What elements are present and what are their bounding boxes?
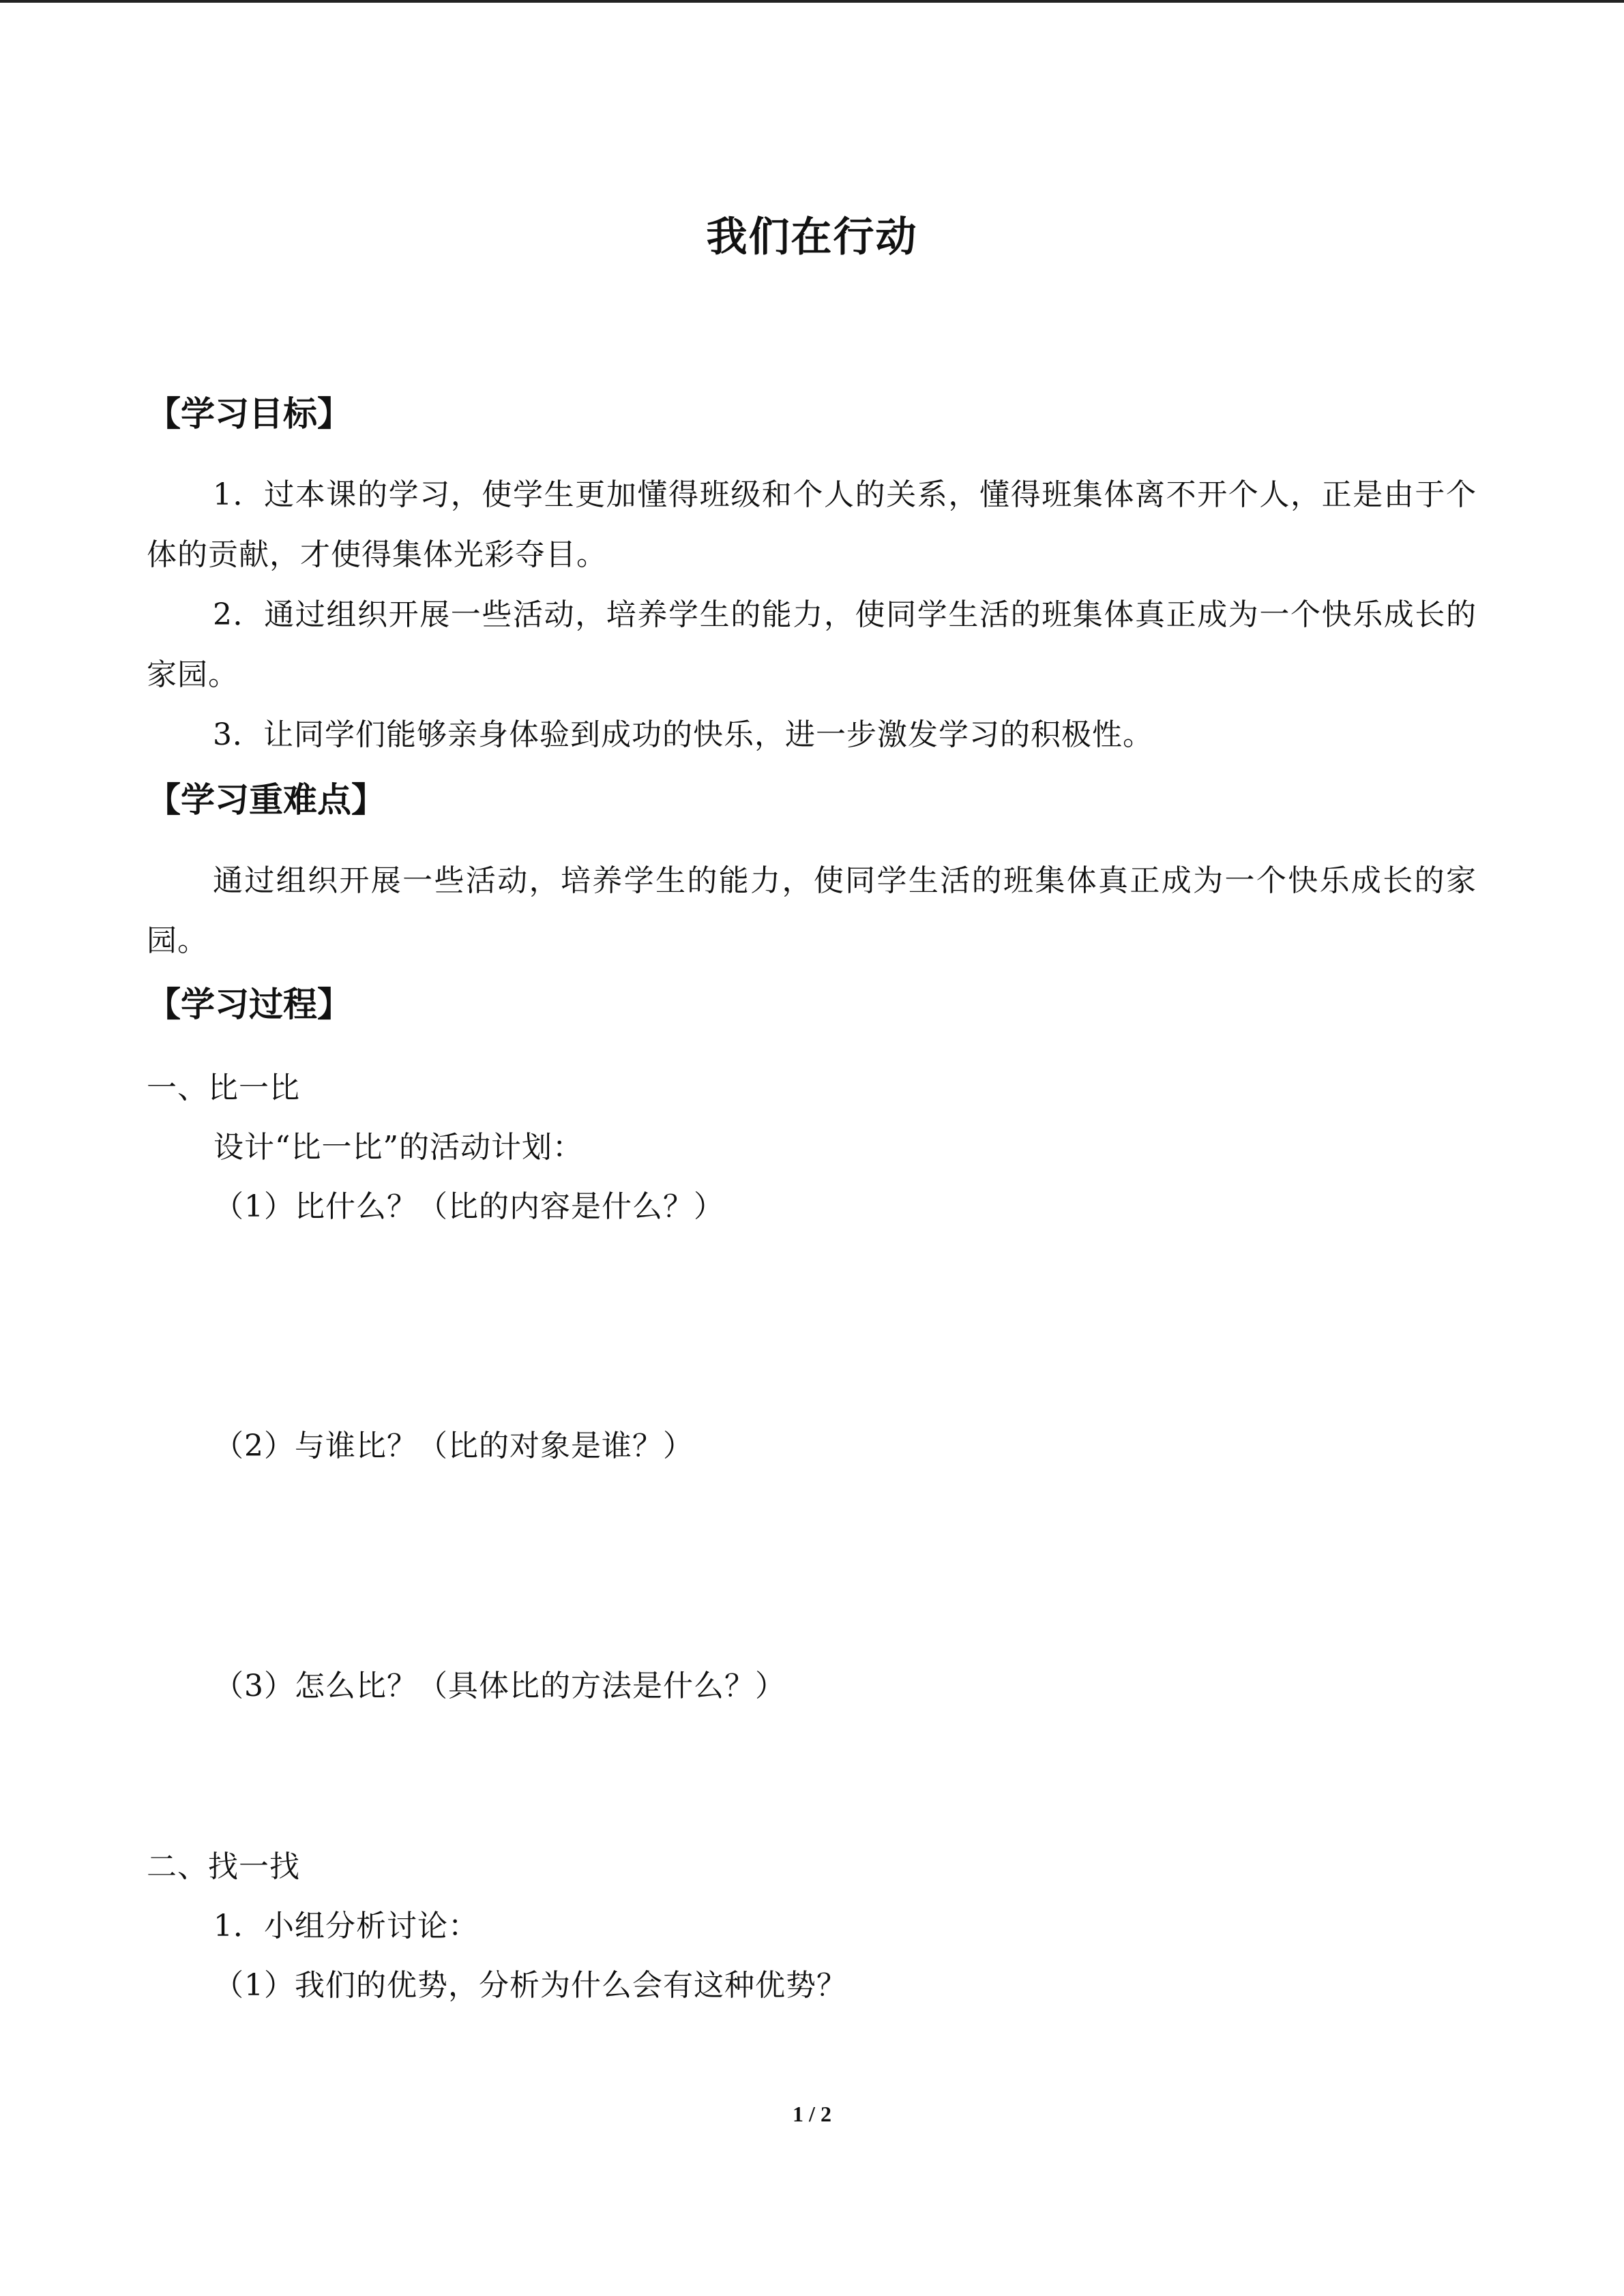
part1-title: 一、比一比 [147, 1071, 300, 1105]
page-number: 1 / 2 [793, 2102, 831, 2126]
part2-question-1: （1）我们的优势，分析为什么会有这种优势？ [213, 1968, 847, 2003]
objectives-heading: 【学习目标】 [147, 394, 351, 434]
objective-item-1: 1．过本课的学习，使学生更加懂得班级和个人的关系，懂得班集体离不开个人，正是由于个体的贡献，才使得集体光彩夺目。 [147, 477, 1477, 572]
objective-item-2: 2．通过组织开展一些活动，培养学生的能力，使同学生活的班集体真正成为一个快乐成长的家园。 [147, 597, 1477, 692]
part1-question-1: （1）比什么？（比的内容是什么？） [213, 1189, 724, 1224]
process-heading: 【学习过程】 [147, 985, 351, 1024]
key-points-text: 通过组织开展一些活动，培养学生的能力，使同学生活的班集体真正成为一个快乐成长的家园。 [147, 863, 1477, 958]
part2-step-1: 1．小组分析讨论： [213, 1909, 479, 1943]
document-title: 我们在行动 [706, 213, 918, 261]
objective-item-3: 3．让同学们能够亲身体验到成功的快乐，进一步激发学习的积极性。 [213, 717, 1153, 752]
part1-intro: 设计“比一比”的活动计划： [213, 1130, 583, 1165]
key-points-heading: 【学习重难点】 [147, 780, 385, 820]
part1-question-2: （2）与谁比？（比的对象是谁？） [213, 1429, 694, 1463]
part1-question-3: （3）怎么比？（具体比的方法是什么？） [213, 1669, 786, 1703]
part2-title: 二、找一找 [147, 1849, 300, 1884]
